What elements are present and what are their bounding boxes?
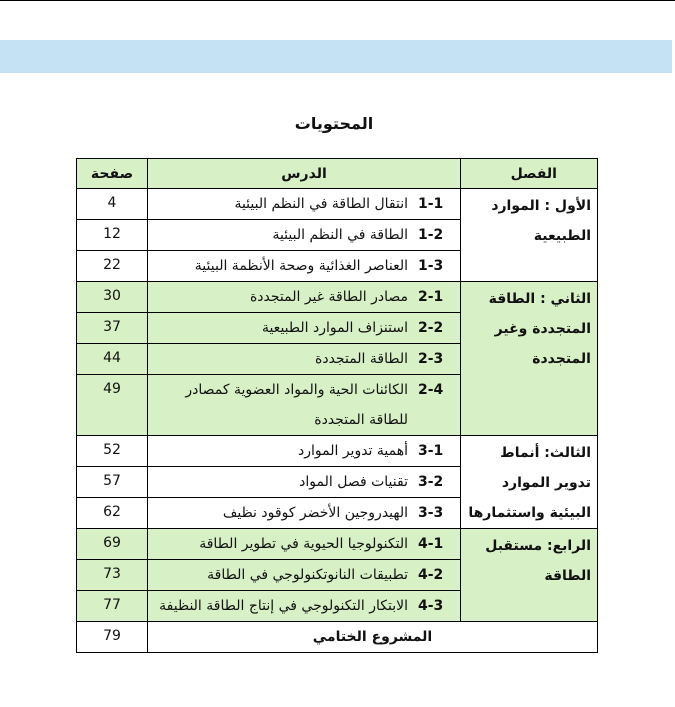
lesson-title: الابتكار التكنولوجي في إنتاج الطاقة النظيفة [159,598,408,614]
lesson-number: 2-1 [418,289,444,305]
lesson-number: 3-3 [418,505,444,521]
header-band [0,40,672,73]
lesson-number: 4-2 [418,567,444,583]
lesson-number: 2-4 [418,382,444,398]
page-number: 73 [77,560,148,591]
lesson-title: تطبيقات النانوتكنولوجي في الطاقة [207,567,408,583]
page-number: 4 [77,189,148,220]
lesson-number: 1-1 [418,196,444,212]
lesson-number: 3-2 [418,474,444,490]
lesson-title: الطاقة المتجددة [315,351,408,367]
page-number: 69 [77,529,148,560]
lesson-title: تقنيات فصل المواد [299,474,408,490]
table-row [77,529,598,560]
page-number: 52 [77,436,148,467]
lesson-title: أهمية تدوير الموارد [298,443,408,459]
lesson-title: التكنولوجيا الحيوية في تطوير الطاقة [199,536,408,552]
header-page: صفحة [77,159,148,189]
page-number: 62 [77,498,148,529]
lesson-title: العناصر الغذائية وصحة الأنظمة البيئية [194,258,408,274]
header-lesson: الدرس [148,159,461,189]
contents-table [76,158,598,653]
lesson-title: الهيدروجين الأخضر كوقود نظيف [222,505,408,521]
lesson-title: مصادر الطاقة غير المتجددة [249,289,408,305]
lesson-number: 1-3 [418,258,444,274]
unit-name: الثاني : الطاقة المتجددة وغير المتجددة [461,282,598,436]
header-unit: الفصل [461,159,598,189]
page-title: المحتويات [294,114,374,133]
page-number: 12 [77,220,148,251]
lesson-title: الكائنات الحية والمواد العضوية كمصادر للطاقة المتجددة [185,382,408,428]
page-number: 57 [77,467,148,498]
lesson-number: 3-1 [418,443,444,459]
final-row [77,622,598,653]
lesson-number: 4-3 [418,598,444,614]
table-header-row [77,159,598,189]
unit-name: الثالث: أنماط تدوير الموارد البيئية واستثمارها [461,436,598,529]
page-number: 49 [77,375,148,436]
lesson-number: 2-3 [418,351,444,367]
lesson-number: 4-1 [418,536,444,552]
top-rule [0,0,675,1]
page-number: 44 [77,344,148,375]
unit-name: الرابع: مستقبل الطاقة [461,529,598,622]
page-number: 30 [77,282,148,313]
lesson-title: استنزاف الموارد الطبيعية [261,320,408,336]
lesson-number: 2-2 [418,320,444,336]
unit-name: الأول : الموارد الطبيعية [461,189,598,282]
final-project-title: المشروع الختامي [148,622,598,653]
page-number: 79 [77,622,148,653]
table-row [77,282,598,313]
page-number: 22 [77,251,148,282]
page-number: 37 [77,313,148,344]
lesson-title: الطاقة في النظم البيئية [272,227,408,243]
table-row [77,189,598,220]
lesson-number: 1-2 [418,227,444,243]
lesson-title: انتقال الطاقة في النظم البيئية [234,196,408,212]
page-number: 77 [77,591,148,622]
table-row [77,436,598,467]
